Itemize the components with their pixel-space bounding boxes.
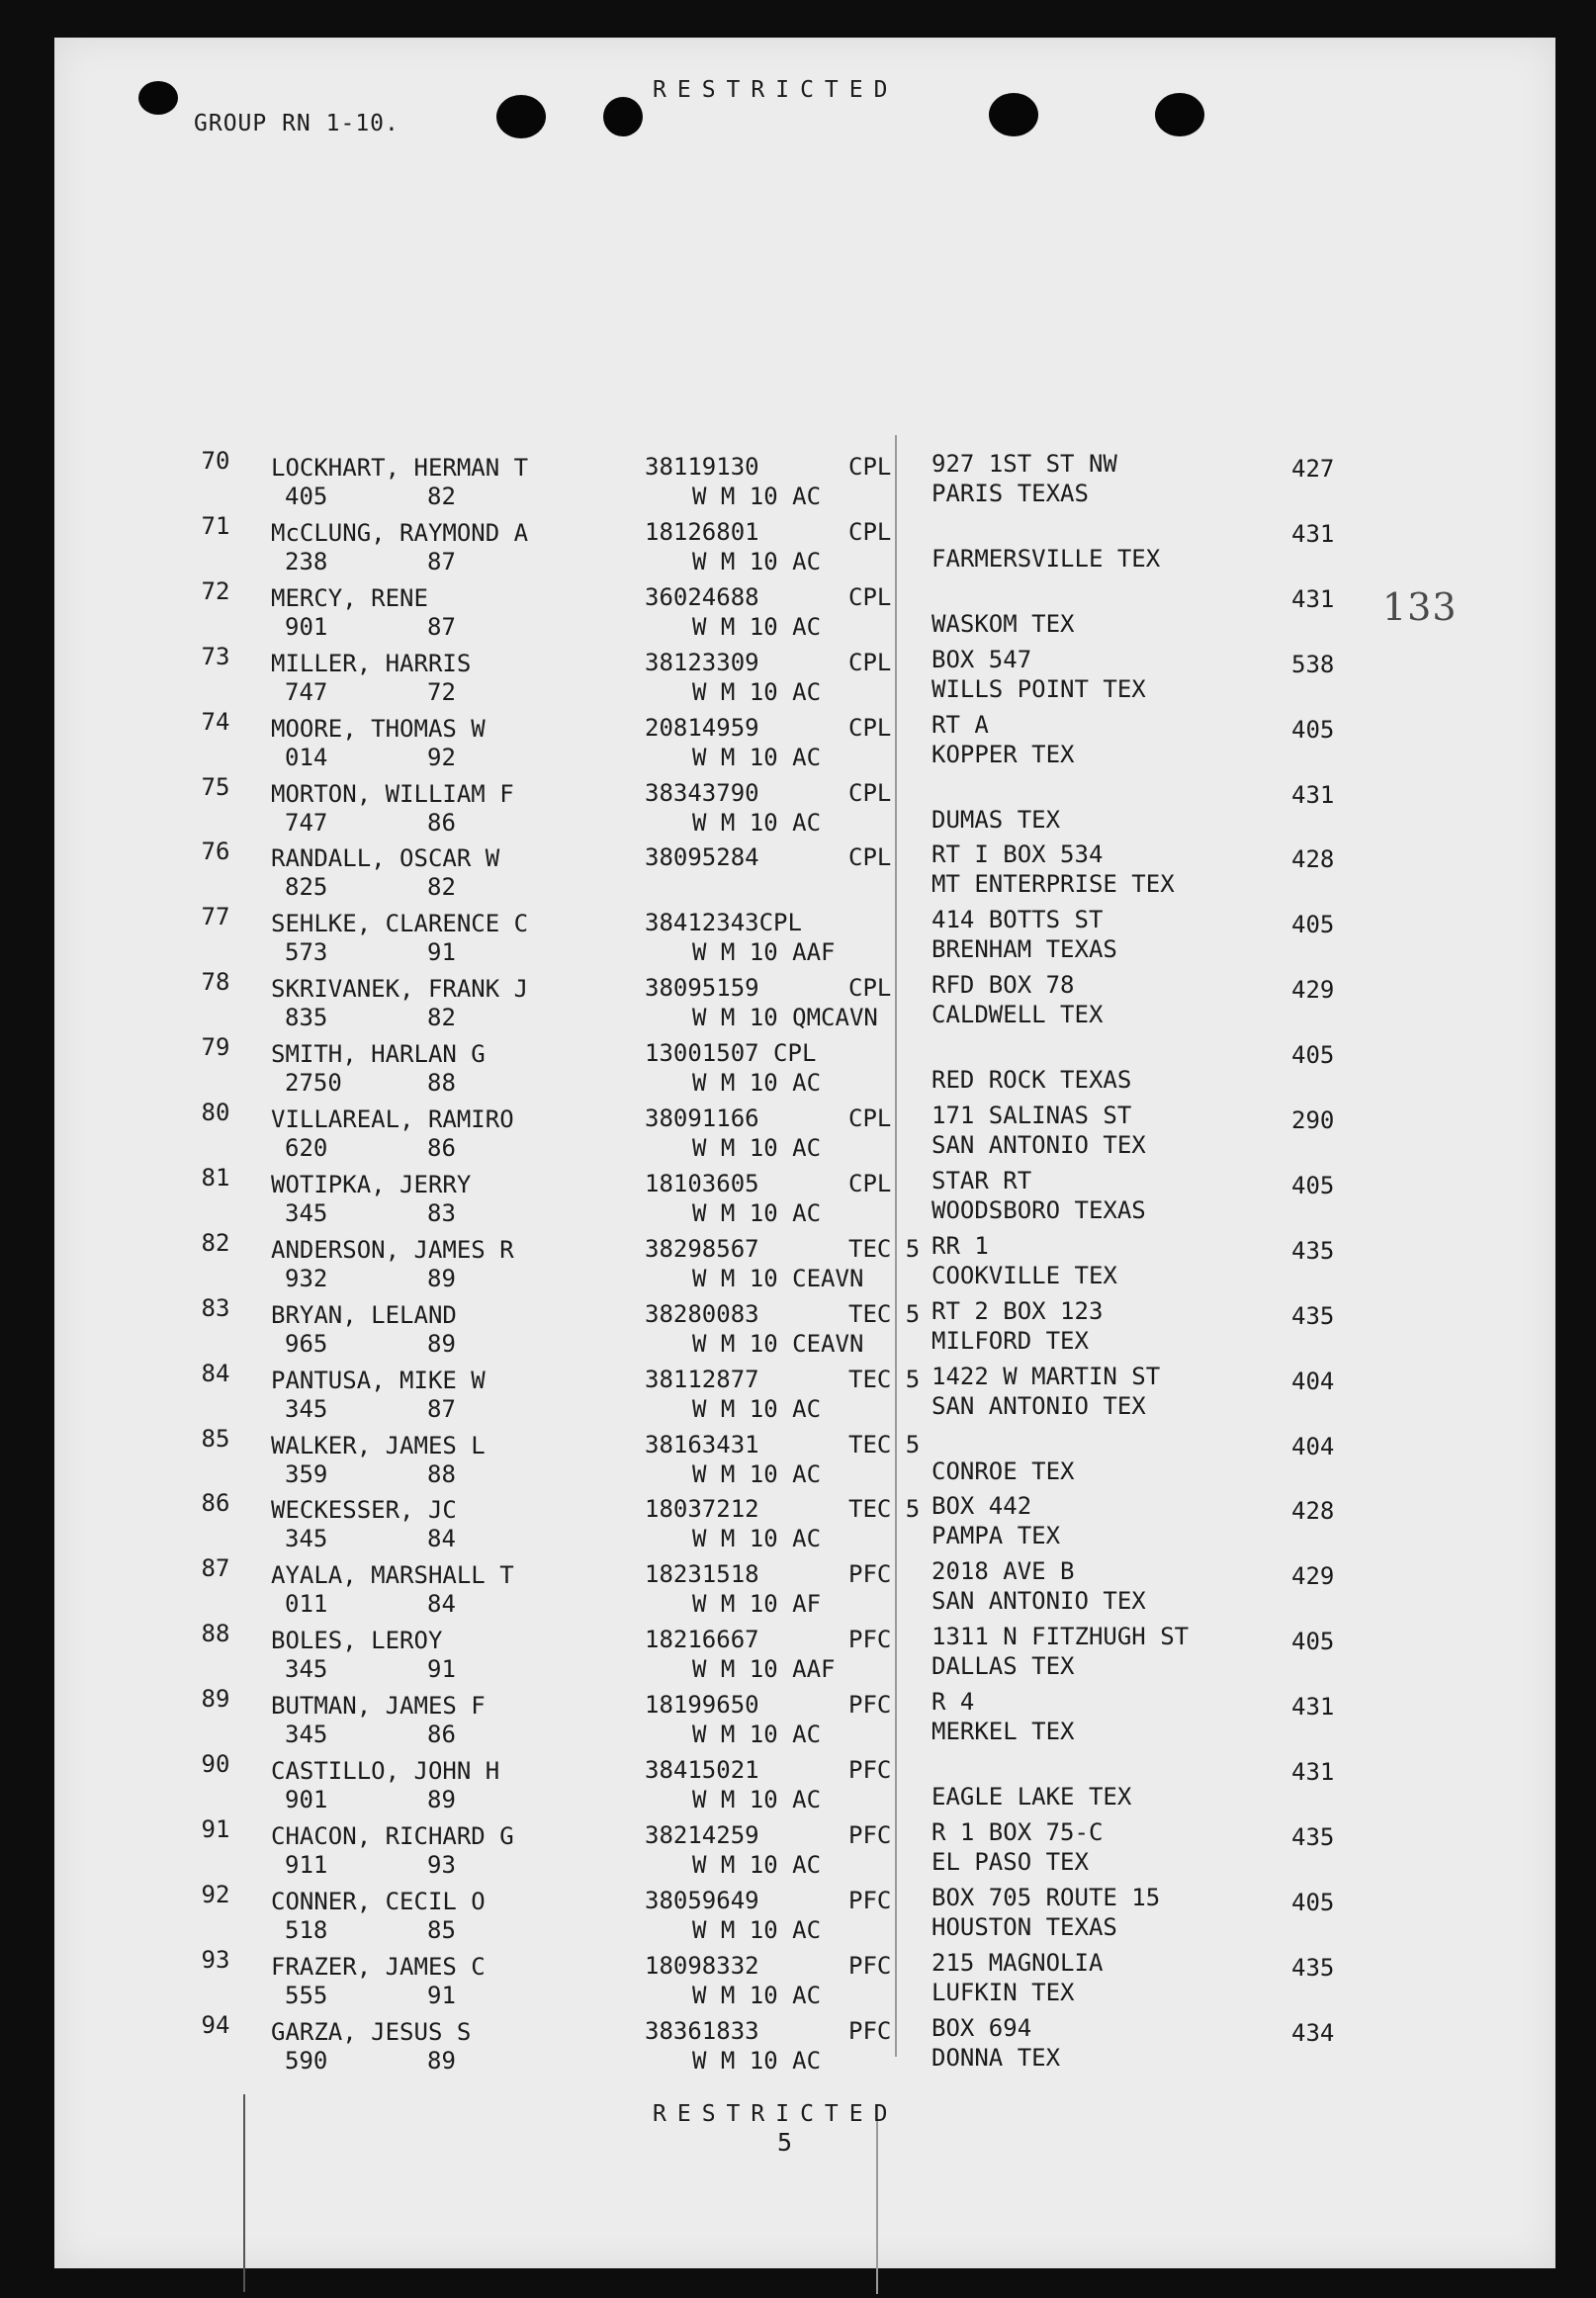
- rank: CPL: [848, 974, 892, 1003]
- row-number: 73: [201, 642, 230, 670]
- address-line-1: BOX 547: [931, 645, 1032, 673]
- address-line-2: WOODSBORO TEXAS: [931, 1195, 1146, 1224]
- unit-info: W M 10 AAF: [692, 938, 836, 967]
- rank: CPL: [848, 843, 892, 872]
- serial-number: 38361833: [645, 2016, 759, 2045]
- code-1: 345: [285, 1721, 328, 1749]
- unit-info: W M 10 AF: [692, 1590, 822, 1619]
- address-line-1: RFD BOX 78: [931, 971, 1075, 1000]
- punch-hole: [603, 97, 643, 136]
- person-name: McCLUNG, RAYMOND A: [271, 518, 529, 547]
- unit-info: W M 10 QMCAVN: [692, 1004, 878, 1032]
- serial-number: 38123309: [645, 648, 759, 676]
- person-name: MILLER, HARRIS: [271, 649, 472, 677]
- address-line-1: STAR RT: [931, 1166, 1032, 1194]
- row-number: 90: [201, 1750, 230, 1778]
- code-2: 86: [427, 808, 456, 837]
- address-line-2: LUFKIN TEX: [931, 1978, 1075, 2006]
- code-1: 345: [285, 1394, 328, 1423]
- roster-row: [0, 577, 1596, 643]
- row-number: 72: [201, 576, 230, 605]
- address-line-1: 414 BOTTS ST: [931, 906, 1104, 934]
- address-line-2: WASKOM TEX: [931, 609, 1075, 638]
- unit-info: W M 10 AC: [692, 612, 822, 641]
- location-code: 435: [1291, 1236, 1335, 1265]
- restricted-footer: RESTRICTED: [653, 2101, 899, 2127]
- roster-row: [0, 1554, 1596, 1620]
- location-code: 431: [1291, 519, 1335, 548]
- row-number: 76: [201, 838, 230, 866]
- location-code: 405: [1291, 1041, 1335, 1070]
- serial-number: 13001507 CPL: [645, 1039, 817, 1068]
- address-line-2: HOUSTON TEXAS: [931, 1912, 1117, 1941]
- code-1: 573: [285, 938, 328, 967]
- serial-number: 38343790: [645, 778, 759, 807]
- serial-number: 38095159: [645, 974, 759, 1003]
- address-line-1: 1311 N FITZHUGH ST: [931, 1623, 1190, 1651]
- unit-info: W M 10 AC: [692, 1915, 822, 1944]
- rank: PFC: [848, 1820, 892, 1849]
- location-code: 404: [1291, 1367, 1335, 1395]
- row-number: 82: [201, 1228, 230, 1257]
- location-code: 434: [1291, 2018, 1335, 2047]
- address-line-1: 171 SALINAS ST: [931, 1102, 1132, 1129]
- code-1: 345: [285, 1525, 328, 1553]
- code-1: 901: [285, 1786, 328, 1813]
- unit-info: W M 10 CEAVN: [692, 1264, 864, 1292]
- address-line-2: FARMERSVILLE TEX: [931, 544, 1161, 573]
- address-line-2: CONROE TEX: [931, 1457, 1075, 1485]
- unit-info: W M 10 CEAVN: [692, 1329, 864, 1358]
- code-2: 84: [427, 1525, 456, 1553]
- location-code: 404: [1291, 1432, 1335, 1460]
- person-name: FRAZER, JAMES C: [271, 1952, 486, 1981]
- rank: PFC: [848, 1756, 892, 1784]
- row-number: 83: [201, 1293, 230, 1322]
- code-1: 345: [285, 1655, 328, 1684]
- code-2: 91: [427, 938, 456, 967]
- serial-number: 18231518: [645, 1560, 759, 1589]
- roster-row: [0, 708, 1596, 773]
- rank: CPL: [848, 582, 892, 611]
- roster-row: [0, 1685, 1596, 1750]
- address-line-2: COOKVILLE TEX: [931, 1261, 1117, 1289]
- serial-number: 38412343CPL: [645, 909, 802, 937]
- row-number: 70: [201, 447, 230, 475]
- code-2: 88: [427, 1459, 456, 1488]
- rank: PFC: [848, 1560, 892, 1589]
- row-number: 85: [201, 1424, 230, 1453]
- address-line-2: DUMAS TEX: [931, 805, 1061, 834]
- address-line-2: PAMPA TEX: [931, 1522, 1061, 1550]
- punch-hole: [989, 93, 1038, 136]
- code-1: 405: [285, 483, 328, 510]
- row-number: 71: [201, 511, 230, 540]
- person-name: AYALA, MARSHALL T: [271, 1561, 514, 1590]
- code-1: 014: [285, 743, 328, 771]
- code-2: 84: [427, 1590, 456, 1619]
- row-number: 92: [201, 1880, 230, 1908]
- code-2: 85: [427, 1915, 456, 1944]
- code-2: 86: [427, 1721, 456, 1749]
- roster-row: [0, 1294, 1596, 1360]
- code-1: 965: [285, 1329, 328, 1358]
- address-line-1: BOX 442: [931, 1492, 1032, 1521]
- roster-row: [0, 1750, 1596, 1815]
- location-code: 431: [1291, 584, 1335, 613]
- unit-info: W M 10 AC: [692, 1850, 822, 1879]
- person-name: SEHLKE, CLARENCE C: [271, 910, 529, 938]
- address-line-2: SAN ANTONIO TEX: [931, 1131, 1146, 1159]
- person-name: LOCKHART, HERMAN T: [271, 454, 529, 482]
- address-line-2: KOPPER TEX: [931, 740, 1075, 768]
- serial-number: 18216667: [645, 1626, 759, 1654]
- rank: CPL: [848, 1105, 892, 1132]
- rank: PFC: [848, 1886, 892, 1914]
- row-number: 80: [201, 1099, 230, 1126]
- serial-number: 18037212: [645, 1495, 759, 1524]
- serial-number: 36024688: [645, 582, 759, 611]
- serial-number: 18126801: [645, 517, 759, 546]
- roster-row: [0, 1229, 1596, 1294]
- address-line-1: BOX 694: [931, 2013, 1032, 2042]
- code-2: 83: [427, 1198, 456, 1227]
- person-name: WOTIPKA, JERRY: [271, 1170, 472, 1198]
- unit-info: W M 10 AC: [692, 2046, 822, 2075]
- row-number: 78: [201, 968, 230, 997]
- rank: TEC 5: [848, 1430, 921, 1458]
- row-number: 91: [201, 1814, 230, 1843]
- location-code: 290: [1291, 1106, 1335, 1134]
- roster-row: [0, 903, 1596, 968]
- column-divider: [876, 2106, 878, 2294]
- serial-number: 38095284: [645, 843, 759, 872]
- person-name: SKRIVANEK, FRANK J: [271, 975, 529, 1004]
- roster-row: [0, 1033, 1596, 1099]
- roster-row: [0, 2011, 1596, 2077]
- address-line-2: PARIS TEXAS: [931, 480, 1089, 507]
- location-code: 435: [1291, 1953, 1335, 1982]
- person-name: BOLES, LEROY: [271, 1627, 443, 1655]
- unit-info: W M 10 AC: [692, 1459, 822, 1488]
- location-code: 429: [1291, 976, 1335, 1005]
- person-name: MERCY, RENE: [271, 583, 428, 612]
- address-line-2: RED ROCK TEXAS: [931, 1066, 1132, 1095]
- code-1: 590: [285, 2046, 328, 2075]
- row-number: 77: [201, 903, 230, 931]
- code-2: 86: [427, 1134, 456, 1162]
- row-number: 88: [201, 1620, 230, 1648]
- rank: CPL: [848, 453, 892, 481]
- roster-row: [0, 643, 1596, 708]
- row-number: 94: [201, 2010, 230, 2039]
- serial-number: 18103605: [645, 1169, 759, 1197]
- unit-info: W M 10 AC: [692, 1069, 822, 1098]
- person-name: GARZA, JESUS S: [271, 2017, 472, 2046]
- unit-info: W M 10 AAF: [692, 1655, 836, 1684]
- roster-row: [0, 512, 1596, 577]
- person-name: MOORE, THOMAS W: [271, 714, 486, 743]
- row-number: 79: [201, 1033, 230, 1062]
- serial-number: 38119130: [645, 453, 759, 481]
- location-code: 431: [1291, 1693, 1335, 1722]
- address-line-2: MILFORD TEX: [931, 1326, 1089, 1355]
- code-2: 82: [427, 1004, 456, 1032]
- code-2: 91: [427, 1655, 456, 1684]
- unit-info: W M 10 AC: [692, 743, 822, 771]
- unit-info: W M 10 AC: [692, 1786, 822, 1813]
- roster-row: [0, 1360, 1596, 1425]
- person-name: SMITH, HARLAN G: [271, 1040, 486, 1069]
- person-name: PANTUSA, MIKE W: [271, 1366, 486, 1394]
- address-line-1: R 4: [931, 1688, 975, 1717]
- serial-number: 18199650: [645, 1691, 759, 1720]
- roster-row: [0, 1620, 1596, 1685]
- serial-number: 18098332: [645, 1951, 759, 1980]
- code-1: 747: [285, 677, 328, 706]
- roster-row: [0, 1164, 1596, 1229]
- group-label: GROUP RN 1-10.: [194, 111, 399, 136]
- serial-number: 38415021: [645, 1756, 759, 1784]
- person-name: CHACON, RICHARD G: [271, 1821, 514, 1850]
- roster-row: [0, 1425, 1596, 1490]
- serial-number: 38214259: [645, 1820, 759, 1849]
- code-1: 901: [285, 612, 328, 641]
- code-1: 747: [285, 808, 328, 837]
- row-number: 93: [201, 1945, 230, 1974]
- left-margin-rule: [243, 2094, 245, 2292]
- code-1: 359: [285, 1459, 328, 1488]
- roster-row: [0, 1099, 1596, 1164]
- code-1: 518: [285, 1915, 328, 1944]
- person-name: RANDALL, OSCAR W: [271, 844, 500, 873]
- address-line-1: RR 1: [931, 1231, 989, 1260]
- code-2: 87: [427, 612, 456, 641]
- unit-info: W M 10 AC: [692, 1198, 822, 1227]
- person-name: VILLAREAL, RAMIRO: [271, 1105, 514, 1133]
- serial-number: 38298567: [645, 1234, 759, 1263]
- address-line-2: EAGLE LAKE TEX: [931, 1783, 1132, 1811]
- address-line-2: MT ENTERPRISE TEX: [931, 870, 1175, 899]
- code-1: 620: [285, 1134, 328, 1162]
- unit-info: W M 10 AC: [692, 808, 822, 837]
- rank: TEC 5: [848, 1234, 921, 1263]
- location-code: 428: [1291, 845, 1335, 874]
- address-line-1: 927 1ST ST NW: [931, 450, 1117, 478]
- code-2: 89: [427, 1264, 456, 1292]
- person-name: ANDERSON, JAMES R: [271, 1235, 514, 1264]
- roster-row: [0, 1881, 1596, 1946]
- punch-hole: [138, 81, 178, 115]
- location-code: 405: [1291, 1888, 1335, 1916]
- address-line-2: WILLS POINT TEX: [931, 674, 1146, 703]
- row-number: 86: [201, 1489, 230, 1518]
- row-number: 74: [201, 707, 230, 736]
- location-code: 435: [1291, 1301, 1335, 1330]
- unit-info: W M 10 AC: [692, 1134, 822, 1162]
- code-2: 89: [427, 1786, 456, 1813]
- rank: PFC: [848, 1691, 892, 1720]
- rank: PFC: [848, 1951, 892, 1980]
- code-1: 932: [285, 1264, 328, 1292]
- code-2: 89: [427, 2046, 456, 2075]
- location-code: 405: [1291, 1628, 1335, 1656]
- unit-info: W M 10 AC: [692, 1394, 822, 1423]
- code-2: 89: [427, 1329, 456, 1358]
- punch-hole: [1155, 93, 1204, 136]
- code-2: 91: [427, 1981, 456, 2009]
- roster-row: [0, 1946, 1596, 2011]
- address-line-2: MERKEL TEX: [931, 1718, 1075, 1746]
- location-code: 435: [1291, 1822, 1335, 1851]
- page-number: 5: [777, 2128, 793, 2157]
- code-2: 72: [427, 677, 456, 706]
- page-stamp: 133: [1382, 585, 1458, 629]
- code-2: 88: [427, 1069, 456, 1098]
- rank: TEC 5: [848, 1495, 921, 1524]
- person-name: MORTON, WILLIAM F: [271, 779, 514, 808]
- unit-info: W M 10 AC: [692, 677, 822, 706]
- rank: CPL: [848, 648, 892, 676]
- address-line-1: 1422 W MARTIN ST: [931, 1362, 1161, 1390]
- roster-row: [0, 447, 1596, 512]
- unit-info: W M 10 AC: [692, 1981, 822, 2009]
- location-code: 427: [1291, 455, 1335, 483]
- code-1: 345: [285, 1198, 328, 1227]
- address-line-1: RT A: [931, 710, 989, 739]
- rank: TEC 5: [848, 1365, 921, 1393]
- code-1: 238: [285, 547, 328, 575]
- serial-number: 38091166: [645, 1105, 759, 1132]
- person-name: CONNER, CECIL O: [271, 1887, 486, 1915]
- roster-row: [0, 968, 1596, 1033]
- row-number: 75: [201, 772, 230, 801]
- address-line-1: 2018 AVE B: [931, 1557, 1075, 1586]
- location-code: 405: [1291, 1171, 1335, 1199]
- serial-number: 20814959: [645, 713, 759, 742]
- serial-number: 38112877: [645, 1365, 759, 1393]
- person-name: WECKESSER, JC: [271, 1496, 457, 1525]
- code-1: 825: [285, 873, 328, 902]
- code-2: 87: [427, 547, 456, 575]
- location-code: 431: [1291, 780, 1335, 809]
- code-2: 93: [427, 1850, 456, 1879]
- address-line-1: RT I BOX 534: [931, 840, 1104, 869]
- row-number: 89: [201, 1685, 230, 1714]
- rank: PFC: [848, 2016, 892, 2045]
- serial-number: 38059649: [645, 1886, 759, 1914]
- address-line-1: BOX 705 ROUTE 15: [931, 1883, 1161, 1911]
- serial-number: 38280083: [645, 1299, 759, 1328]
- code-1: 555: [285, 1981, 328, 2009]
- rank: PFC: [848, 1626, 892, 1654]
- roster-row: [0, 838, 1596, 903]
- location-code: 429: [1291, 1562, 1335, 1591]
- address-line-2: DONNA TEX: [931, 2043, 1061, 2072]
- roster-row: [0, 1489, 1596, 1554]
- rank: CPL: [848, 778, 892, 807]
- address-line-2: SAN ANTONIO TEX: [931, 1587, 1146, 1616]
- unit-info: W M 10 AC: [692, 483, 822, 510]
- rank: CPL: [848, 713, 892, 742]
- address-line-2: CALDWELL TEX: [931, 1001, 1104, 1029]
- row-number: 87: [201, 1554, 230, 1583]
- rank: TEC 5: [848, 1299, 921, 1328]
- person-name: WALKER, JAMES L: [271, 1431, 486, 1459]
- rank: CPL: [848, 517, 892, 546]
- restricted-header: RESTRICTED: [653, 77, 899, 103]
- roster-row: [0, 773, 1596, 839]
- code-2: 92: [427, 743, 456, 771]
- unit-info: W M 10 AC: [692, 1525, 822, 1553]
- row-number: 81: [201, 1163, 230, 1192]
- location-code: 428: [1291, 1497, 1335, 1526]
- code-2: 87: [427, 1394, 456, 1423]
- location-code: 538: [1291, 650, 1335, 678]
- location-code: 405: [1291, 911, 1335, 939]
- code-2: 82: [427, 483, 456, 510]
- code-1: 911: [285, 1850, 328, 1879]
- address-line-2: EL PASO TEX: [931, 1847, 1089, 1876]
- rank: CPL: [848, 1169, 892, 1197]
- location-code: 405: [1291, 715, 1335, 744]
- address-line-1: R 1 BOX 75-C: [931, 1817, 1104, 1846]
- code-2: 82: [427, 873, 456, 902]
- address-line-1: RT 2 BOX 123: [931, 1296, 1104, 1325]
- person-name: CASTILLO, JOHN H: [271, 1757, 500, 1785]
- code-1: 835: [285, 1004, 328, 1032]
- person-name: BUTMAN, JAMES F: [271, 1692, 486, 1721]
- code-1: 2750: [285, 1069, 342, 1098]
- roster-row: [0, 1815, 1596, 1881]
- code-1: 011: [285, 1590, 328, 1619]
- address-line-2: BRENHAM TEXAS: [931, 935, 1117, 964]
- unit-info: W M 10 AC: [692, 547, 822, 575]
- unit-info: W M 10 AC: [692, 1721, 822, 1749]
- address-line-2: DALLAS TEX: [931, 1652, 1075, 1681]
- location-code: 431: [1291, 1758, 1335, 1786]
- address-line-1: 215 MAGNOLIA: [931, 1948, 1104, 1977]
- person-name: BRYAN, LELAND: [271, 1300, 457, 1329]
- row-number: 84: [201, 1359, 230, 1387]
- punch-hole: [496, 95, 546, 138]
- serial-number: 38163431: [645, 1430, 759, 1458]
- address-line-2: SAN ANTONIO TEX: [931, 1391, 1146, 1420]
